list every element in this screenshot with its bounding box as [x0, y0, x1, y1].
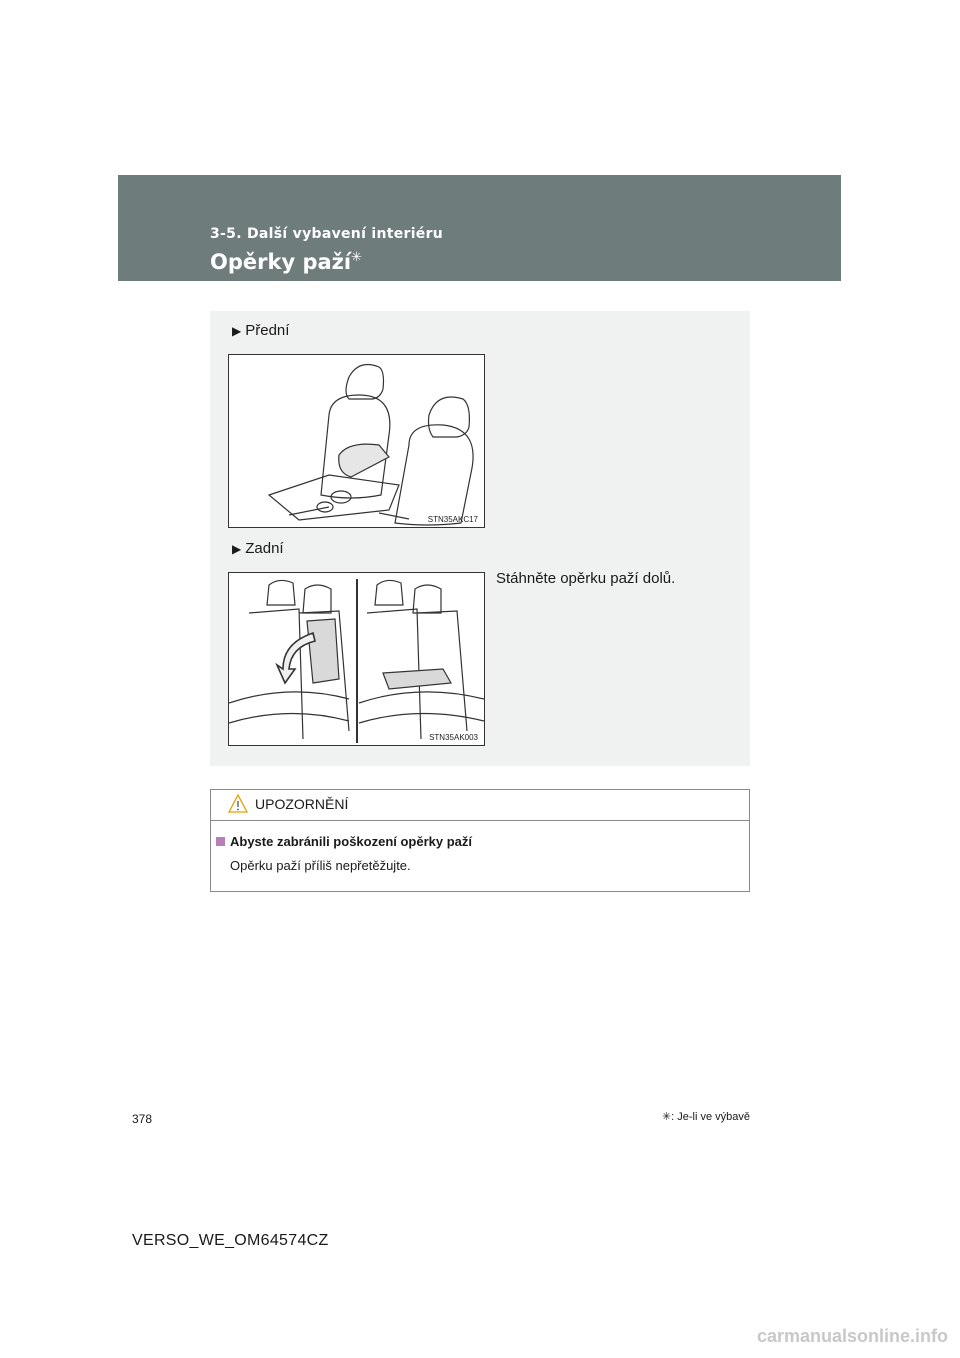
caution-subheading-text: Abyste zabránili poškození opěrky paží [230, 834, 473, 849]
triangle-bullet-icon: ▶ [232, 542, 242, 556]
square-bullet-icon [216, 837, 225, 846]
front-heading-label: Přední [245, 322, 290, 339]
caution-header [211, 790, 749, 821]
front-seats-drawing [229, 355, 485, 528]
footnote: ✳: Je-li ve výbavě [661, 1111, 750, 1123]
illustration-panel [210, 311, 750, 766]
document-code: VERSO_WE_OM64574CZ [132, 1232, 329, 1249]
rear-heading [232, 540, 284, 557]
warning-triangle-icon [228, 794, 248, 813]
rear-armrest-illustration [228, 572, 485, 746]
caution-text: Opěrku paží příliš nepřetěžujte. [230, 858, 411, 873]
page-title [210, 250, 362, 274]
figure-code: STN35AKC17 [427, 515, 478, 524]
rear-seats-drawing [229, 573, 485, 746]
optional-equipment-mark: ✳ [351, 250, 362, 265]
triangle-bullet-icon: ▶ [232, 324, 242, 338]
front-armrest-illustration [228, 354, 485, 528]
rear-instruction: Stáhněte opěrku paží dolů. [496, 570, 676, 587]
page-number: 378 [132, 1112, 153, 1126]
figure-code: STN35AK003 [429, 733, 478, 742]
page-title-text: Opěrky paží [210, 250, 352, 274]
watermark: carmanualsonline.info [756, 1326, 948, 1346]
caution-title: UPOZORNĚNÍ [255, 796, 349, 812]
rear-heading-label: Zadní [245, 540, 284, 557]
front-heading [232, 322, 289, 339]
caution-subheading [216, 834, 472, 849]
section-title: 3-5. Další vybavení interiéru [210, 226, 444, 242]
caution-box [210, 789, 750, 892]
